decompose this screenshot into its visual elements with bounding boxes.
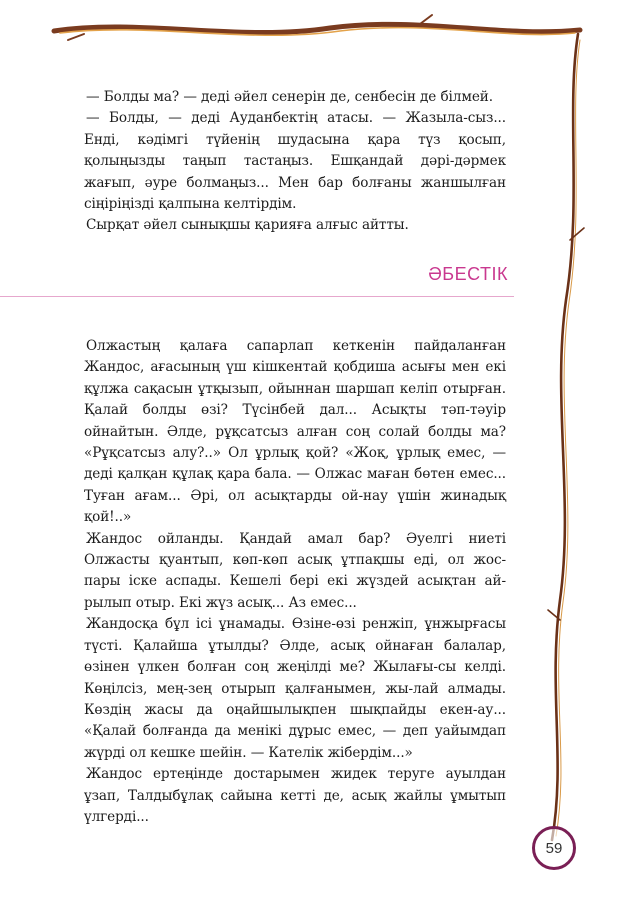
paragraph: — Болды ма? — деді әйел сенерін де, сенбесін де білмей.: [86, 89, 493, 105]
page-number: 59: [532, 826, 576, 870]
side-twig-highlight: [556, 40, 580, 836]
paragraph: — Болды, — деді Ауданбектің атасы. — Жазыла-сыз... Енді, кәдімгі түйенің шудасына қара түз қосып, қолыңызды таңып тастаңыз. Ешқандай дәрі-дәрмек жағып, әуре болмаңыз... Мен бар болғаны жаншылған сіңіріңізді қалпына келтірдім.: [84, 110, 506, 213]
paragraph: Олжастың қалаға сапарлап кеткенін пайдаланған Жандос, ағасының үш кішкентай қобдиша асығы мен екі құлжа сақасын ұтқызып, ойыннан шаршап келіп отырған. Қалай болды өзі? Түсінбей дал... Асықты тәп-тәуір ойнайтын. Әлде, рұқсатсыз алған соң солай болды ма? «Рұқсатсыз алу?..» Ол ұрлық қой? «Жоқ, ұрлық емес, — деді қалқан құлақ қара бала. — Олжас маған бөтен емес... Туған ағам... Әрі, ол асықтарды ой-нау үшін жинадық қой!..»: [84, 338, 506, 526]
top-branch: [54, 24, 580, 32]
top-branch-twig: [68, 34, 84, 40]
paragraph: Жандосқа бұл ісі ұнамады. Өзіне-өзі ренжіп, ұнжырғасы түсті. Қалайша ұтылды? Әлде, асық ойнаған балалар, өзінен үлкен болған соң жеңілді ме? Жылағы-сы келді. Көңілсіз, мең-зең отырып қалғанымен, жы-лай алмады. Көздің жасы да оңайшылықпен шықпайды екен-ау... «Қалай болғанда да менікі дұрыс емес, — деп уайымдап жүрді ол кешке шейін. — Кателік жібердім...»: [84, 616, 506, 761]
top-text-block: [84, 87, 506, 237]
section-divider: [0, 296, 514, 297]
main-text-block: [84, 336, 506, 828]
paragraph: Жандос ертеңінде достарымен жидек теруге ауылдан ұзап, Талдыбұлақ сайына кетті де, асық жайлы ұмытып үлгерді...: [84, 766, 506, 825]
paragraph: Жандос ойланды. Қандай амал бар? Әуелгі ниеті Олжасты қуантып, көп-көп асық ұтпақшы еді, ол жос-пары іске аспады. Кешелі бері екі жүздей асықтан ай-рылып отыр. Екі жүз асық... Аз емес...: [84, 530, 506, 611]
paragraph: Сырқат әйел сынықшы қарияға алғыс айтты.: [86, 217, 409, 234]
section-title: ӘБЕСТІК: [428, 264, 508, 284]
top-branch-twig: [420, 15, 432, 24]
